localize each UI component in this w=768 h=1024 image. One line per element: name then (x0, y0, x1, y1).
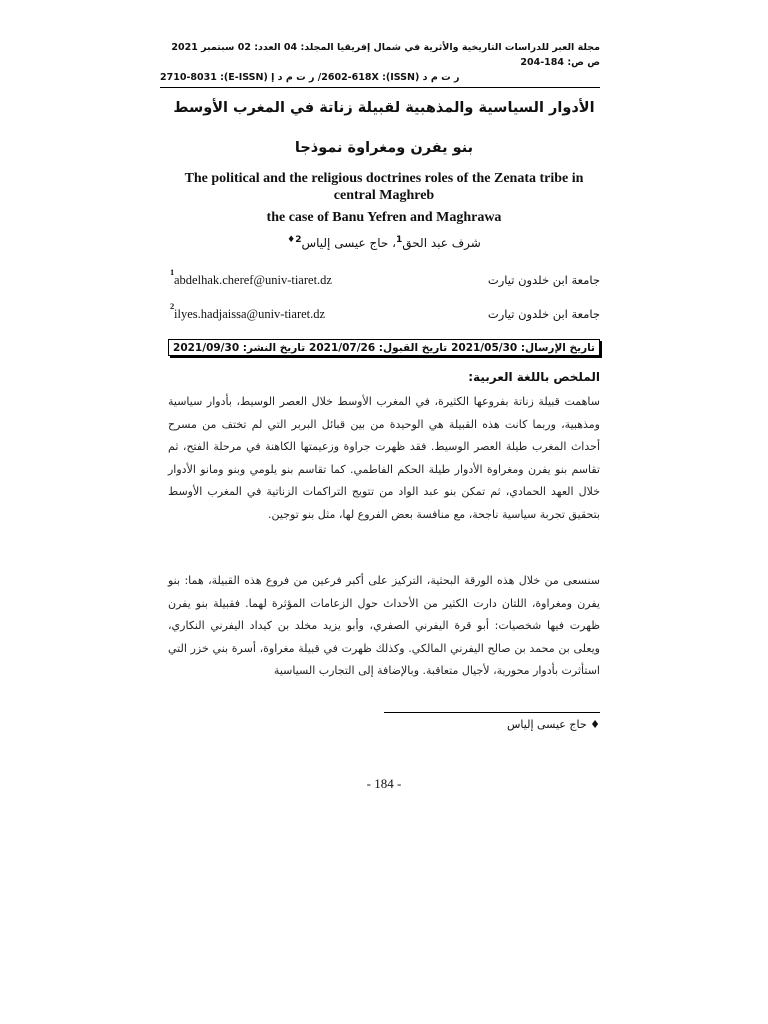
english-title: The political and the religious doctrines roles of the Zenata tribe in central Maghreb (184, 171, 584, 203)
affiliation-2-email[interactable]: ilyes.hadjaissa@univ-tiaret.dz (174, 307, 326, 321)
page-number: - 184 - (366, 776, 402, 791)
journal-header (160, 40, 600, 88)
affiliation-2 (168, 301, 600, 327)
corresponding-author-mark: ♦ (287, 235, 296, 245)
affiliation-2-marker: 2 (170, 301, 175, 311)
footnote-divider (384, 712, 600, 713)
affiliation-1-university: جامعة ابن خلدون تيارت (487, 273, 600, 287)
arabic-title: الأدوار السياسية والمذهبية لقبيلة زناتة في المغرب الأوسط (173, 100, 595, 116)
footnote-text: حاج عيسى إلياس (507, 718, 587, 731)
affiliation-1 (168, 267, 600, 293)
dates-box (168, 339, 600, 356)
abstract-paragraph-2: سنسعى من خلال هذه الورقة البحثية، التركيز على أكبر فرعين من فروع هذه القبيلة، هما: بنو يفرن ومغراوة، اللتان دارت الكثير من الأحداث حول الزعامات المؤثرة لهما. فقبيلة بنو يفرن ظهرت فيها شخصيات: أبو قرة اليفرني الصفري، وأبو يزيد مخلد بن كيداد اليفرني النكاري، ويعلى بن محمد بن صالح اليفرني المالكي. وكذلك ظهرت في قبيلة مغراوة، أسرة بني خزر التي استأثرت بأدوار محورية، لأجيال متعاقبة. وبالإضافة إلى التجارب السياسية (168, 574, 600, 677)
author-list (168, 235, 600, 250)
date-accepted: تاريخ القبول: 2021/07/26 (309, 342, 448, 354)
affiliation-1-marker: 1 (170, 267, 175, 277)
author-separator: ، (388, 236, 397, 250)
journal-header-issn: ر ت م د (ISSN): 2602-618X/ ر ت م د إ (E-ISSN): 2710-8031 (160, 72, 460, 83)
author-2-name: حاج عيسى إلياس (301, 236, 389, 250)
affiliation-2-email-wrap (170, 301, 326, 322)
abstract-paragraph-1: ساهمت قبيلة زناتة بفروعها الكثيرة، في المغرب الأوسط خلال العصر الوسيط، بأدوار سياسية ومذهبية، وربما كانت هذه القبيلة هي الوحيدة من بين قبائل البربر التي لم تختف من مسرح أحداث المغرب طيلة العصر الوسيط. فقد ظهرت جراوة وزعيمتها الكاهنة في مرحلة الفتح، ثم تقاسم بنو يفرن ومغراوة الأدوار طيلة الحكم الفاطمي. كما تقاسم بنو يلومي وبنو ومانو الأدوار خلال العهد الحمادي، ثم تمكن بنو عبد الواد من تتويج التراكمات الزناتية في المغرب الأوسط بتحقيق تجربة سياسية ناجحة، مع منافسة بعض الفروع لها، مثل بنو توجين. (168, 395, 600, 521)
date-submitted: تاريخ الإرسال: 2021/05/30 (451, 342, 595, 354)
author-2-marker: 2 (295, 235, 302, 245)
abstract-heading: الملخص باللغة العربية: (468, 370, 600, 384)
footnote-mark: ♦ (590, 718, 600, 731)
author-1-marker: 1 (396, 235, 403, 245)
affiliation-1-email-wrap (170, 267, 332, 288)
affiliation-1-email[interactable]: abdelhak.cheref@univ-tiaret.dz (174, 273, 332, 287)
author-1-name: شرف عبد الحق (402, 236, 481, 250)
journal-header-line1: مجلة العبر للدراسات التاريخية والأثرية في شمال إفريقيا المجلد: 04 العدد: 02 سبتمبر 2021 ص ص: 184-204 (171, 42, 600, 68)
english-subtitle: the case of Banu Yefren and Maghrawa (266, 210, 502, 225)
footnote (507, 718, 600, 731)
date-published: تاريخ النشر: 2021/09/30 (173, 342, 306, 354)
affiliation-2-university: جامعة ابن خلدون تيارت (487, 307, 600, 321)
arabic-subtitle: بنو يفرن ومغراوة نموذجا (294, 140, 474, 156)
